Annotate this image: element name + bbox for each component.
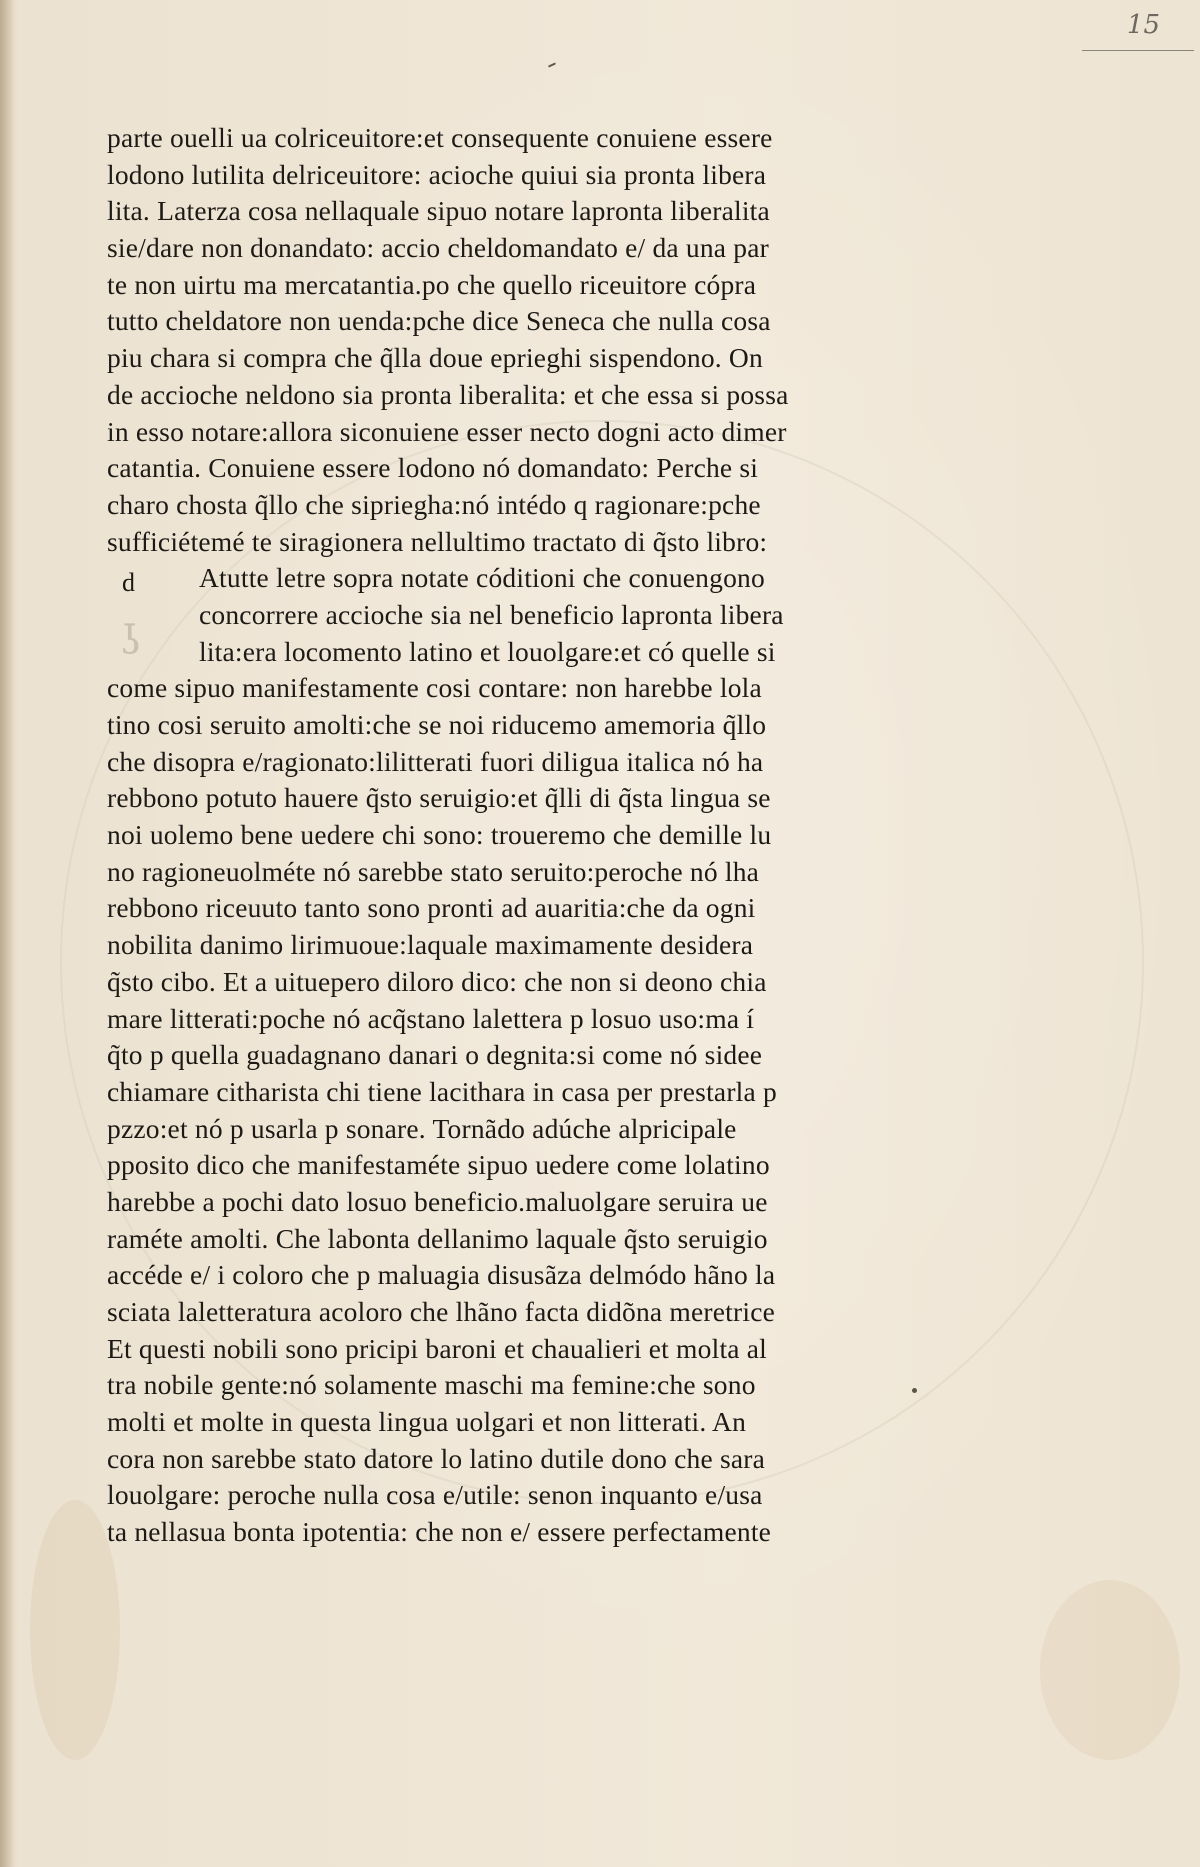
text-line: piu chara si compra che q̃lla doue eprieghi sispendono. On: [107, 342, 763, 374]
text-line: lita:era locomento latino et louolgare:et có quelle si: [199, 635, 776, 667]
ink-speck: [548, 62, 556, 67]
text-line: mare litterati:poche nó acq̃stano lalettera p losuo uso:ma í: [107, 1002, 755, 1034]
guide-letter: d: [122, 568, 135, 597]
text-block: [107, 120, 927, 1551]
text-line: rebbono riceuuto tanto sono pronti ad auaritia:che da ogni: [107, 892, 756, 924]
text-line: no ragioneuolméte nó sarebbe stato seruito:peroche nó lha: [107, 855, 760, 887]
text-line: sie/dare non donandato: accio cheldomandato e/ da una par: [107, 232, 769, 264]
text-line: che disopra e/ragionato:lilitterati fuori diligua italica nó ha: [107, 745, 764, 777]
text-line: nobilita danimo lirimuoue:laquale maximamente desidera: [107, 929, 754, 961]
text-line: te non uirtu ma mercatantia.po che quello riceuitore cópra: [107, 268, 757, 300]
binding-shadow: [0, 0, 14, 1867]
text-line: pposito dico che manifestaméte sipuo uedere come lolatino: [107, 1149, 770, 1181]
text-line: in esso notare:allora siconuiene esser necto dogni acto dimer: [107, 415, 787, 447]
text-line: Et questi nobili sono pricipi baroni et chaualieri et molta al: [107, 1332, 768, 1364]
folio-underline: [1082, 50, 1194, 51]
text-line: cora non sarebbe stato datore lo latino dutile dono che sara: [107, 1442, 766, 1474]
text-line: louolgare: peroche nulla cosa e/utile: senon inquanto e/usa: [107, 1479, 763, 1511]
text-line: accéde e/ i coloro che p maluagia disusãza delmódo hãno la: [107, 1259, 776, 1291]
text-line: de accioche neldono sia pronta liberalita: et che essa si possa: [107, 378, 789, 410]
text-line: q̃sto cibo. Et a uituepero diloro dico: che non si deono chia: [107, 965, 767, 997]
text-line: sufficiétemé te siragionera nellultimo tractato di q̃sto libro:: [107, 525, 768, 557]
text-line: pzzo:et nó p usarla p sonare. Tornãdo adúche alpricipale: [107, 1112, 737, 1144]
text-line: raméte amolti. Che labonta dellanimo laquale q̃sto seruigio: [107, 1222, 768, 1254]
text-line: tutto cheldatore non uenda:pche dice Seneca che nulla cosa: [107, 305, 771, 337]
text-line: concorrere accioche sia nel beneficio lapronta libera: [199, 598, 784, 630]
text-line: catantia. Conuiene essere lodono nó domandato: Perche si: [107, 452, 759, 484]
text-line: parte ouelli ua colriceuitore:et consequente conuiene essere: [107, 122, 773, 153]
text-line: tra nobile gente:nó solamente maschi ma femine:che sono: [107, 1369, 756, 1401]
text-line: q̃to p quella guadagnano danari o degnita:si come nó sidee: [107, 1039, 763, 1071]
folio-number: 15: [1126, 10, 1160, 40]
paper-stain: [1040, 1580, 1180, 1760]
text-line: Atutte letre sopra notate códitioni che conuengono: [199, 562, 765, 594]
text-line: come sipuo manifestamente cosi contare: non harebbe lola: [107, 672, 762, 704]
text-line: chiamare citharista chi tiene lacithara in casa per prestarla p: [107, 1075, 777, 1107]
text-line: lodono lutilita delriceuitore: acioche quiui sia pronta libera: [107, 158, 767, 190]
text-line: tino cosi seruito amolti:che se noi riducemo amemoria q̃llo: [107, 709, 767, 740]
text-line: sciata laletteratura acoloro che lhãno facta didõna meretrice: [107, 1296, 776, 1327]
initial-space-mark: ʖ: [120, 618, 142, 664]
text-line: rebbono potuto hauere q̃sto seruigio:et q̃lli di q̃sta lingua se: [107, 782, 771, 814]
text-line: harebbe a pochi dato losuo beneficio.maluolgare seruira ue: [107, 1185, 768, 1217]
text-line: molti et molte in questa lingua uolgari et non litterati. An: [107, 1406, 747, 1438]
text-line: ta nellasua bonta ipotentia: che non e/ essere perfectamente: [107, 1516, 772, 1548]
text-line: lita. Laterza cosa nellaquale sipuo notare lapronta liberalita: [107, 195, 770, 227]
text-line: noi uolemo bene uedere chi sono: troueremo che demille lu: [107, 819, 772, 851]
text-line: charo chosta q̃llo che sipriegha:nó intédo q ragionare:pche: [107, 488, 761, 520]
